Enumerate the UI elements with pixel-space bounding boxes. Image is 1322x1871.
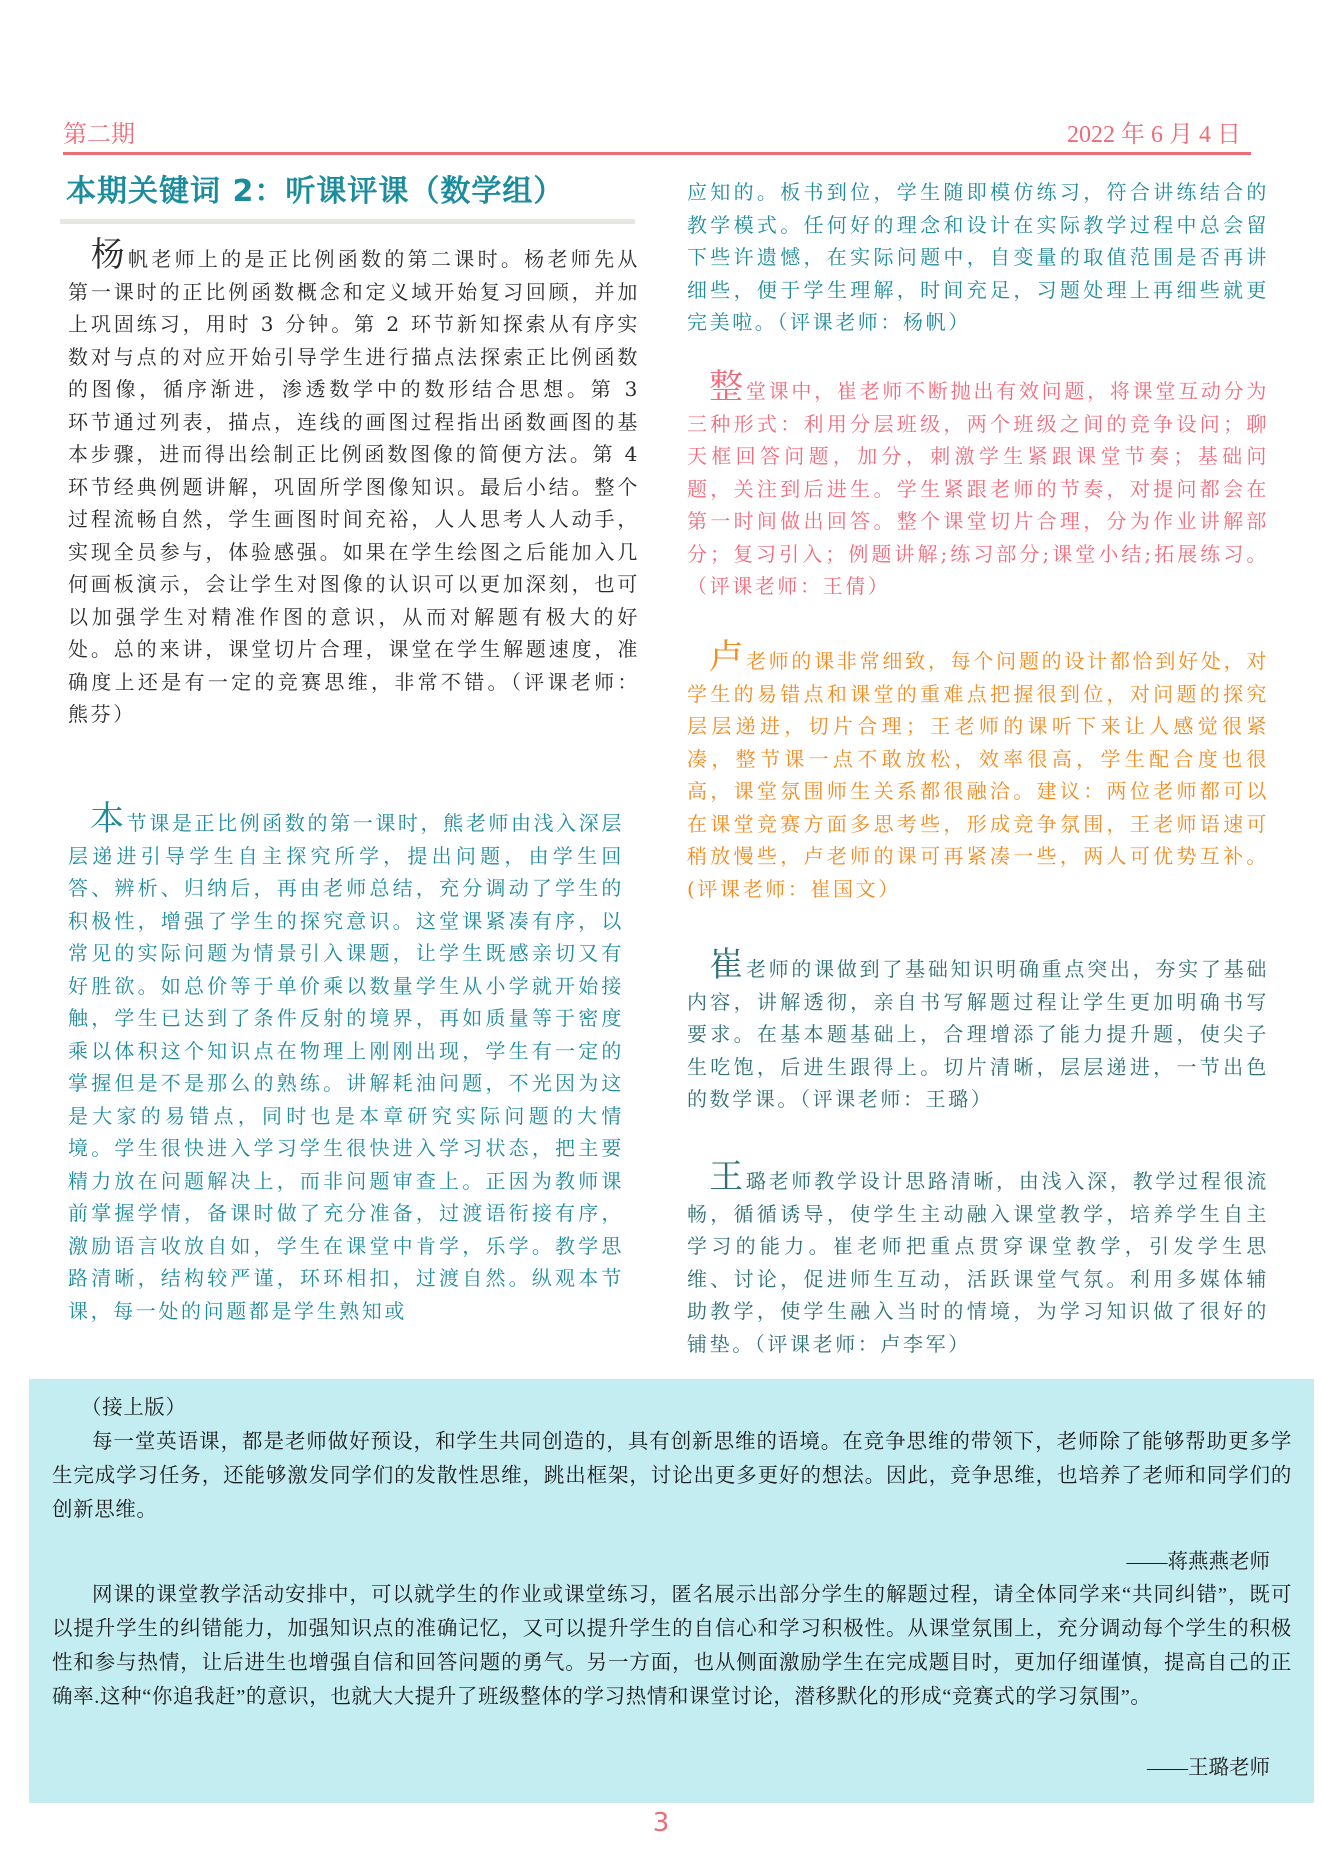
drop-cap: 本 [90, 799, 127, 839]
signature-jiang: ——蒋燕燕老师 [1126, 1551, 1270, 1573]
drop-cap: 崔 [709, 945, 746, 985]
drop-cap: 杨 [90, 235, 129, 275]
signature-wanglu: ——王璐老师 [1147, 1757, 1270, 1779]
drop-cap: 王 [709, 1157, 746, 1197]
review-xiongfen-lesson [68, 799, 624, 1327]
review-cui-lesson [687, 367, 1269, 603]
review-cui-teacher [687, 945, 1269, 1116]
review-text: 璐老师教学设计思路清晰，由浅入深，教学过程很流畅，循循诱导，使学生主动融入课堂教学，培养学生自主学习的能力。崔老师把重点贯穿课堂教学，引发学生思维、讨论，促进师生互动，活跃课堂气氛。利用多媒体辅助教学，使学生融入当时的情境，为学习知识做了很好的铺垫。（评课老师：卢李军） [687, 1169, 1269, 1356]
review-text: 帆老师上的是正比例函数的第二课时。杨老师先从第一课时的正比例函数概念和定义域开始复习回顾，并加上巩固练习，用时 3 分钟。第 2 环节新知探索从有序实数对与点的对应开始引导学生进行描点法探索正比例函数的图像，循序渐进，渗透数学中的数形结合思想。第 3 环节通过列表，描点，连线的画图过程指出函数画图的基本步骤，进而得出绘制正比例函数图像的简便方法。第 4 环节经典例题讲解，巩固所学图像知识。最后小结。整个过程流畅自然，学生画图时间充裕，人人思考人人动手，实现全员参与，体验感强。如果在学生绘图之后能加入几何画板演示，会让学生对图像的认识可以更加深刻，也可以加强学生对精准作图的意识，从而对解题有极大的好处。总的来讲，课堂切片合理，课堂在学生解题速度，准确度上还是有一定的竞赛思维，非常不错。（评课老师：熊芬） [68, 247, 640, 726]
review-lu-wang-lessons [687, 637, 1269, 905]
review-xiongfen-continued [687, 176, 1269, 339]
issue-date: 2022 年 6 月 4 日 [1067, 122, 1241, 148]
drop-cap: 整 [709, 367, 746, 407]
header-divider [63, 152, 1251, 155]
drop-cap: 卢 [709, 637, 746, 677]
review-text: 老师的课非常细致，每个问题的设计都恰到好处，对学生的易错点和课堂的重难点把握很到位，对问题的探究层层递进，切片合理；王老师的课听下来让人感觉很紧凑，整节课一点不敢放松，效率很高，学生配合度也很高，课堂氛围师生关系都很融洽。建议：两位老师都可以在课堂竞赛方面多思考些，形成竞争氛围，王老师语速可稍放慢些，卢老师的课可再紧凑一些，两人可优势互补。(评课老师：崔国文） [687, 649, 1269, 901]
title-underline [60, 219, 635, 224]
continued-article-panel [29, 1379, 1314, 1803]
page-title: 本期关键词 2：听课评课（数学组） [66, 174, 565, 209]
continued-label: （接上版） [81, 1397, 187, 1419]
article-paragraph-2: 网课的课堂教学活动安排中，可以就学生的作业或课堂练习，匿名展示出部分学生的解题过程，请全体同学来“共同纠错”，既可以提升学生的纠错能力，加强知识点的准确记忆，又可以提升学生的自信心和学习积极性。从课堂氛围上，充分调动每个学生的积极性和参与热情，让后进生也增强自信和回答问题的勇气。另一方面，也从侧面激励学生在完成题目时，更加仔细谨慎，提高自己的正确率.这种“你追我赶”的意识，也就大大提升了班级整体的学习热情和课堂讨论，潜移默化的形成“竞赛式的学习氛围”。 [52, 1584, 1292, 1708]
review-text: 老师的课做到了基础知识明确重点突出，夯实了基础内容，讲解透彻，亲自书写解题过程让学生更加明确书写要求。在基本题基础上，合理增添了能力提升题，使尖子生吃饱，后进生跟得上。切片清晰，层层递进，一节出色的数学课。（评课老师：王璐） [687, 957, 1269, 1111]
article-paragraph-1: 每一堂英语课，都是老师做好预设，和学生共同创造的，具有创新思维的语境。在竞争思维的带领下，老师除了能够帮助更多学生完成学习任务，还能够激发同学们的发散性思维，跳出框架，讨论出更多更好的想法。因此，竞争思维，也培养了老师和同学们的创新思维。 [52, 1431, 1292, 1521]
review-text: 应知的。板书到位，学生随即模仿练习，符合讲练结合的教学模式。任何好的理念和设计在实际教学过程中总会留下些许遗憾，在实际问题中，自变量的取值范围是否再讲细些，便于学生理解，时间充足，习题处理上再细些就更完美啦。（评课老师：杨帆） [687, 180, 1269, 334]
issue-label: 第二期 [63, 122, 135, 148]
review-wanglu-teacher [687, 1157, 1269, 1360]
review-text: 节课是正比例函数的第一课时，熊老师由浅入深层层递进引导学生自主探究所学，提出问题，由学生回答、辨析、归纳后，再由老师总结，充分调动了学生的积极性，增强了学生的探究意识。这堂课紧凑有序，以常见的实际问题为情景引入课题，让学生既感亲切又有好胜欲。如总价等于单价乘以数量学生从小学就开始接触，学生已达到了条件反射的境界，再如质量等于密度乘以体积这个知识点在物理上刚刚出现，学生有一定的掌握但是不是那么的熟练。讲解耗油问题，不光因为这是大家的易错点，同时也是本章研究实际问题的大情境。学生很快进入学习学生很快进入学习状态，把主要精力放在问题解决上，而非问题审查上。正因为教师课前掌握学情，备课时做了充分准备，过渡语衔接有序，激励语言收放自如，学生在课堂中肯学，乐学。教学思路清晰，结构较严谨，环环相扣，过渡自然。纵观本节课，每一处的问题都是学生熟知或 [68, 811, 624, 1323]
review-text: 堂课中，崔老师不断抛出有效问题，将课堂互动分为三种形式：利用分层班级，两个班级之间的竞争设问；聊天框回答问题，加分，刺激学生紧跟课堂节奏；基础问题，关注到后进生。学生紧跟老师的节奏，对提问都会在第一时间做出回答。整个课堂切片合理，分为作业讲解部分；复习引入；例题讲解;练习部分;课堂小结;拓展练习。（评课老师：王倩） [687, 379, 1269, 598]
page-number: 3 [652, 1808, 670, 1838]
review-yangfan-lesson [68, 235, 640, 731]
